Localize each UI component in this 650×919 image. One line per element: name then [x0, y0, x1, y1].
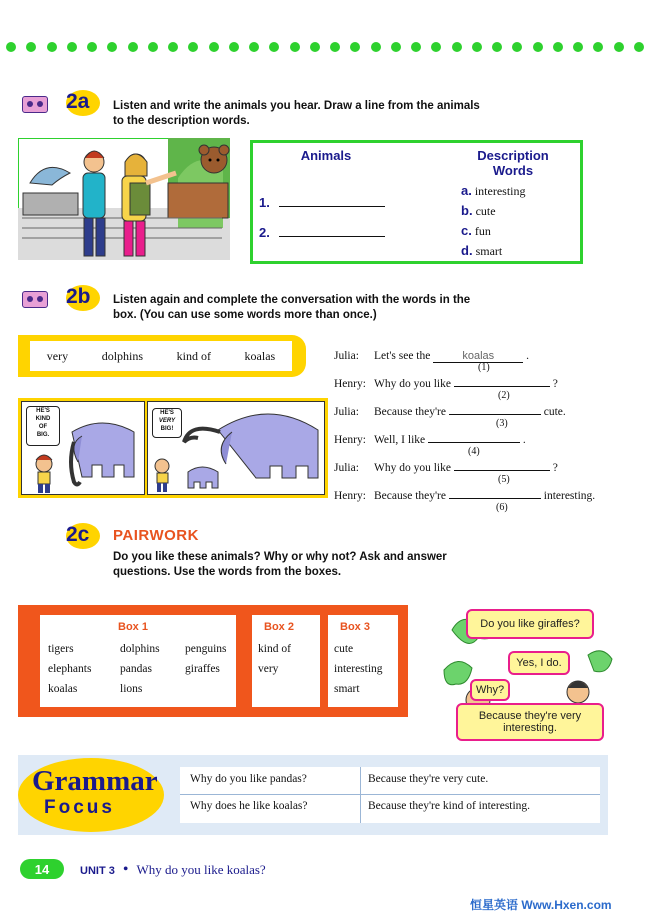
box-word: dolphins — [120, 643, 160, 655]
grammar-focus-subtitle: Focus — [44, 797, 115, 818]
box-word: interesting — [334, 663, 383, 675]
box-1: Box 1 tigers dolphins penguins elephants pandas giraffes koalas lions — [40, 615, 236, 707]
speech-bubble-2: HE'S VERY BIG! — [152, 408, 182, 438]
blank-label-2: 2. — [259, 225, 270, 240]
answer-blank-2[interactable] — [279, 235, 385, 237]
animals-header: Animals — [300, 148, 352, 163]
box-word: tigers — [48, 643, 74, 655]
speech-bubble-answer-2: Because they're very interesting. — [456, 703, 604, 741]
answer-blank-1[interactable] — [279, 205, 385, 207]
word-box-item: very — [46, 348, 69, 363]
speech-bubble-question-1: Do you like giraffes? — [466, 609, 594, 639]
answer-blank[interactable] — [454, 386, 550, 387]
description-item-d[interactable]: d. smart — [461, 243, 503, 258]
pairwork-title: PAIRWORK — [113, 527, 199, 544]
answer-blank[interactable] — [428, 442, 520, 443]
word-box-inner — [30, 341, 292, 371]
word-box — [18, 335, 306, 377]
box-word: very — [258, 663, 279, 675]
conversation-line-4: Henry: Well, I like . (4) — [334, 434, 526, 457]
comic-strip — [18, 398, 328, 498]
description-item-a[interactable]: a. interesting — [461, 183, 526, 198]
answer-blank[interactable] — [449, 414, 541, 415]
grammar-focus-title: Grammar — [32, 765, 158, 797]
description-words-header: Description Words — [477, 148, 549, 178]
conversation-line-6: Henry: Because they're interesting. (6) — [334, 490, 596, 513]
exercise-number-2b: 2b — [66, 285, 91, 308]
comic-panel-1 — [21, 401, 145, 495]
conversation-line-2: Henry: Why do you like ? (2) — [334, 378, 558, 401]
box-word: penguins — [185, 643, 227, 655]
box-word: cute — [334, 643, 354, 655]
description-item-b[interactable]: b. cute — [461, 203, 496, 218]
description-item-c[interactable]: c. fun — [461, 223, 491, 238]
page-number: 14 — [20, 859, 64, 879]
instruction-2c: Do you like these animals? Why or why not? Ask and answer questions. Use the words from the boxes. — [113, 551, 447, 578]
watermark: 恒星英语 Www.Hxen.com — [470, 898, 612, 912]
exercise-number-2a: 2a — [66, 90, 90, 113]
box-word: pandas — [120, 663, 152, 675]
answer-blank[interactable]: koalas — [433, 350, 523, 363]
box-2: Box 2 kind of very — [252, 615, 320, 707]
box-word: lions — [120, 683, 143, 695]
top-dotted-border — [0, 42, 650, 56]
box-word: smart — [334, 683, 360, 695]
word-box-item: kind of — [176, 348, 211, 363]
comic-panel-2 — [147, 401, 325, 495]
audio-cassette-icon[interactable] — [22, 96, 48, 113]
word-box-item: dolphins — [101, 348, 144, 363]
conversation-line-5: Julia: Why do you like ? (5) — [334, 462, 558, 485]
word-boxes-panel — [18, 605, 408, 717]
box-word: elephants — [48, 663, 92, 675]
blank-label-1: 1. — [259, 195, 270, 210]
speech-bubble-1: HE'S KIND OF BIG. — [26, 406, 60, 446]
answer-blank[interactable] — [449, 498, 541, 499]
grammar-table — [180, 767, 600, 823]
zoo-illustration — [18, 138, 230, 260]
conversation-line-1: Julia: Let's see the koalas . (1) — [334, 350, 529, 373]
instruction-2a: Listen and write the animals you hear. Draw a line from the animals to the description words. — [113, 100, 480, 127]
box-word: koalas — [48, 683, 78, 695]
speech-bubble-answer-1: Yes, I do. — [508, 651, 570, 675]
answer-blank[interactable] — [454, 470, 550, 471]
box-word: kind of — [258, 643, 291, 655]
instruction-2b: Listen again and complete the conversation with the words in the box. (You can use some words more than once.) — [113, 294, 471, 321]
word-box-item: koalas — [244, 348, 276, 363]
table-divider — [360, 767, 361, 823]
table-divider — [180, 794, 600, 795]
speech-bubble-question-2: Why? — [470, 679, 510, 701]
conversation-line-3: Julia: Because they're cute. (3) — [334, 406, 566, 429]
exercise-number-2c: 2c — [66, 523, 90, 546]
audio-cassette-icon[interactable] — [22, 291, 48, 308]
animals-description-box — [250, 140, 583, 264]
grammar-question: Why do you like pandas? — [190, 773, 307, 785]
conversation — [334, 350, 634, 520]
grammar-question: Why does he like koalas? — [190, 800, 308, 812]
grammar-answer: Because they're kind of interesting. — [368, 800, 531, 812]
grammar-answer: Because they're very cute. — [368, 773, 489, 785]
box-word: giraffes — [185, 663, 220, 675]
box-3: Box 3 cute interesting smart — [328, 615, 398, 707]
footer-unit-title: UNIT 3 • Why do you like koalas? — [80, 861, 266, 878]
